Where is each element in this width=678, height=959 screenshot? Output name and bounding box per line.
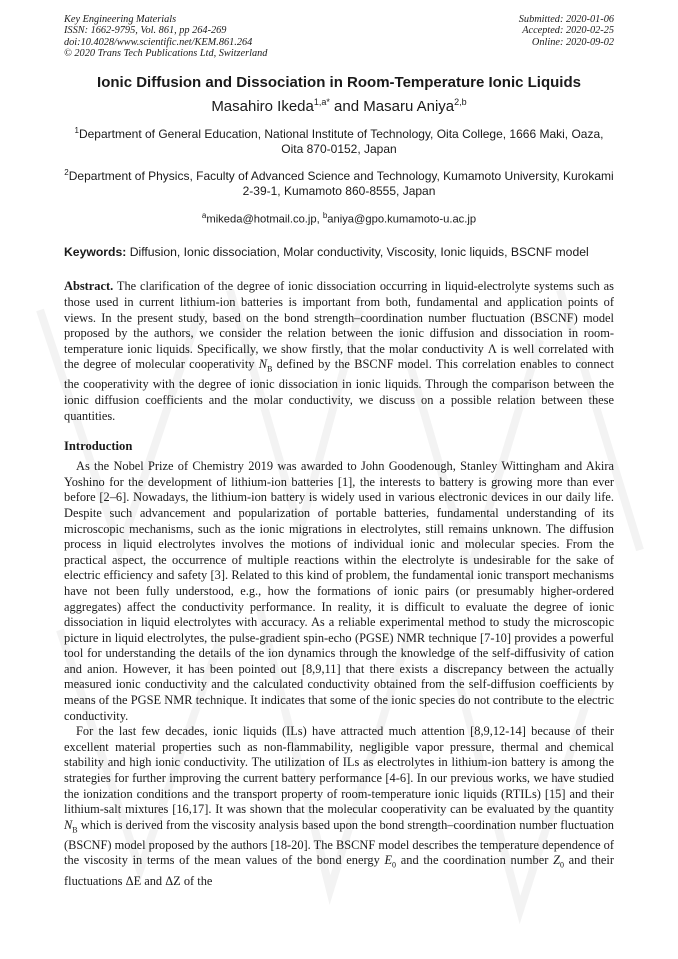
email-a-sup: a	[201, 210, 207, 220]
author-1: Masahiro Ikeda	[211, 97, 314, 115]
doi: doi:10.4028/www.scientific.net/KEM.861.264	[64, 36, 253, 48]
accepted-date: Accepted: 2020-02-25	[522, 25, 614, 37]
paper-page	[64, 14, 614, 889]
author-1-sup: 1,a*	[313, 96, 330, 107]
affiliation-2-text: Department of Physics, Faculty of Advanced Science and Technology, Kumamoto University, Kurokami 2-39-1, Kumamoto 860-8555, Japan	[68, 168, 614, 199]
affiliation-1	[64, 123, 614, 158]
submitted-date: Submitted: 2020-01-06	[518, 14, 614, 25]
keywords-label: Keywords:	[64, 245, 127, 260]
abstract	[64, 279, 614, 424]
keywords	[64, 245, 614, 260]
email-a[interactable]: mikeda@hotmail.co.jp,	[206, 213, 323, 226]
paper-title: Ionic Diffusion and Dissociation in Room-Temperature Ionic Liquids	[97, 73, 581, 91]
date-info	[519, 14, 614, 60]
journal-info	[64, 14, 267, 60]
email-b-sup: b	[322, 210, 328, 220]
issn: ISSN: 1662-9795, Vol. 861, pp 264-269	[64, 25, 227, 37]
keywords-text: Diffusion, Ionic dissociation, Molar conductivity, Viscosity, Ionic liquids, BSCNF model	[126, 245, 589, 260]
introduction-heading: Introduction	[64, 439, 133, 454]
intro-paragraph-1: As the Nobel Prize of Chemistry 2019 was awarded to John Goodenough, Stanley Wittingham and Akira Yoshino for the development of lithium-ion batteries [1], the interests to battery is growing more than ever before [2–6]. Nowadays, the lithium-ion battery is widely used in various electronic devices in our daily life. Despite such advancement and popularization of portable batteries, fundamental understanding of its microscopic mechanisms, such as the ionic migrations in electrolytes, still remains unknown. The diffusion process in liquid electrolytes involves the motions of individual ionic and molecular species. From the practical aspect, the occurrence of multiple reactions within the electrolyte is undesirable for the sake of electric efficiency and safety [3]. Related to this kind of problem, the fundamental ionic transport mechanisms have not been fully understood, e.g., how the formations of ionic pairs (or presumably higher-ordered aggregates) affect the conductivity performance. In reality, it is difficult to evaluate the degree of ionic dissociation in liquid electrolytes with accuracy. As a reliable experimental method to study the microscopic picture in liquid electrolytes, the pulse-gradient spin-echo (PGSE) NMR technique [7-10] provides a powerful tool for understanding the details of the ion dynamics through the knowledge of the self-diffusivity of cation and anion. However, it has been pointed out [8,9,11] that there exists a discrepancy between the actually measured ionic conductivity and the calculated conductivity obtained from the self-diffusion coefficients by means of the PGSE NMR technique. It indicates that some of the ionic species do not contribute to the electric conductivity.	[64, 459, 614, 723]
author-conjunction: and	[329, 97, 364, 115]
online-date: Online: 2020-09-02	[531, 36, 614, 48]
affiliation-1-sup: 1	[74, 125, 79, 135]
author-line	[64, 93, 614, 116]
author-2-sup: 2,b	[454, 96, 467, 107]
email-b[interactable]: aniya@gpo.kumamoto-u.ac.jp	[327, 213, 477, 226]
affiliation-1-text: Department of General Education, National Institute of Technology, Oita College, 1666 Maki, Oaza, Oita 870-0152, Japan	[78, 126, 604, 157]
abstract-text: The clarification of the degree of ionic dissociation occurring in liquid-electrolyte systems such as those used in current lithium-ion batteries is important from both, fundamental and application points of views. In the present study, based on the bond strength–coordination number fluctuation (BSCNF) model proposed by the authors, we consider the relation between the ionic diffusion and dissociation in room-temperature ionic liquids. Specifically, we show firstly, that the molar conductivity Λ is well correlated with the degree of molecular cooperativity $N_B$ defined by the BSCNF model. This correlation enables to connect the cooperativity with the degree of ionic dissociation in ionic liquids. Through the comparison between the ionic diffusion coefficients and the molar conductivity, we discuss on a possible relation between these quantities.	[64, 279, 615, 423]
email-line	[64, 209, 614, 227]
copyright: © 2020 Trans Tech Publications Ltd, Switzerland	[64, 48, 268, 60]
affiliation-2	[64, 165, 614, 200]
journal-name: Key Engineering Materials	[64, 14, 177, 25]
header-meta	[64, 14, 614, 60]
author-2: Masaru Aniya	[363, 97, 455, 115]
abstract-label: Abstract.	[64, 279, 114, 294]
intro-paragraph-2: For the last few decades, ionic liquids (ILs) have attracted much attention [8,9,12-14] because of their excellent material properties such as non-flammability, negligible vapor pressure, thermal and chemical stability and high ionic conductivity. The utilization of ILs as electrolytes in lithium-ion battery is among the strategies for further improving the current battery performance [4-6]. In our previous works, we have studied the ionization conditions and the transport property of room-temperature ionic liquids (RTILs) [15] and their lithium-salt mixtures [16,17]. It was shown that the molecular cooperativity can be evaluated by the quantity $N_B$ which is derived from the viscosity analysis based upon the bond strength–coordination number fluctuation (BSCNF) model proposed by the authors [18-20]. The BSCNF model describes the temperature dependence of the viscosity in terms of the mean values of the bond energy $E_0$ and the coordination number $Z_0$ and their fluctuations ΔE and ΔZ of the	[64, 724, 615, 888]
affiliation-2-sup: 2	[64, 167, 69, 177]
